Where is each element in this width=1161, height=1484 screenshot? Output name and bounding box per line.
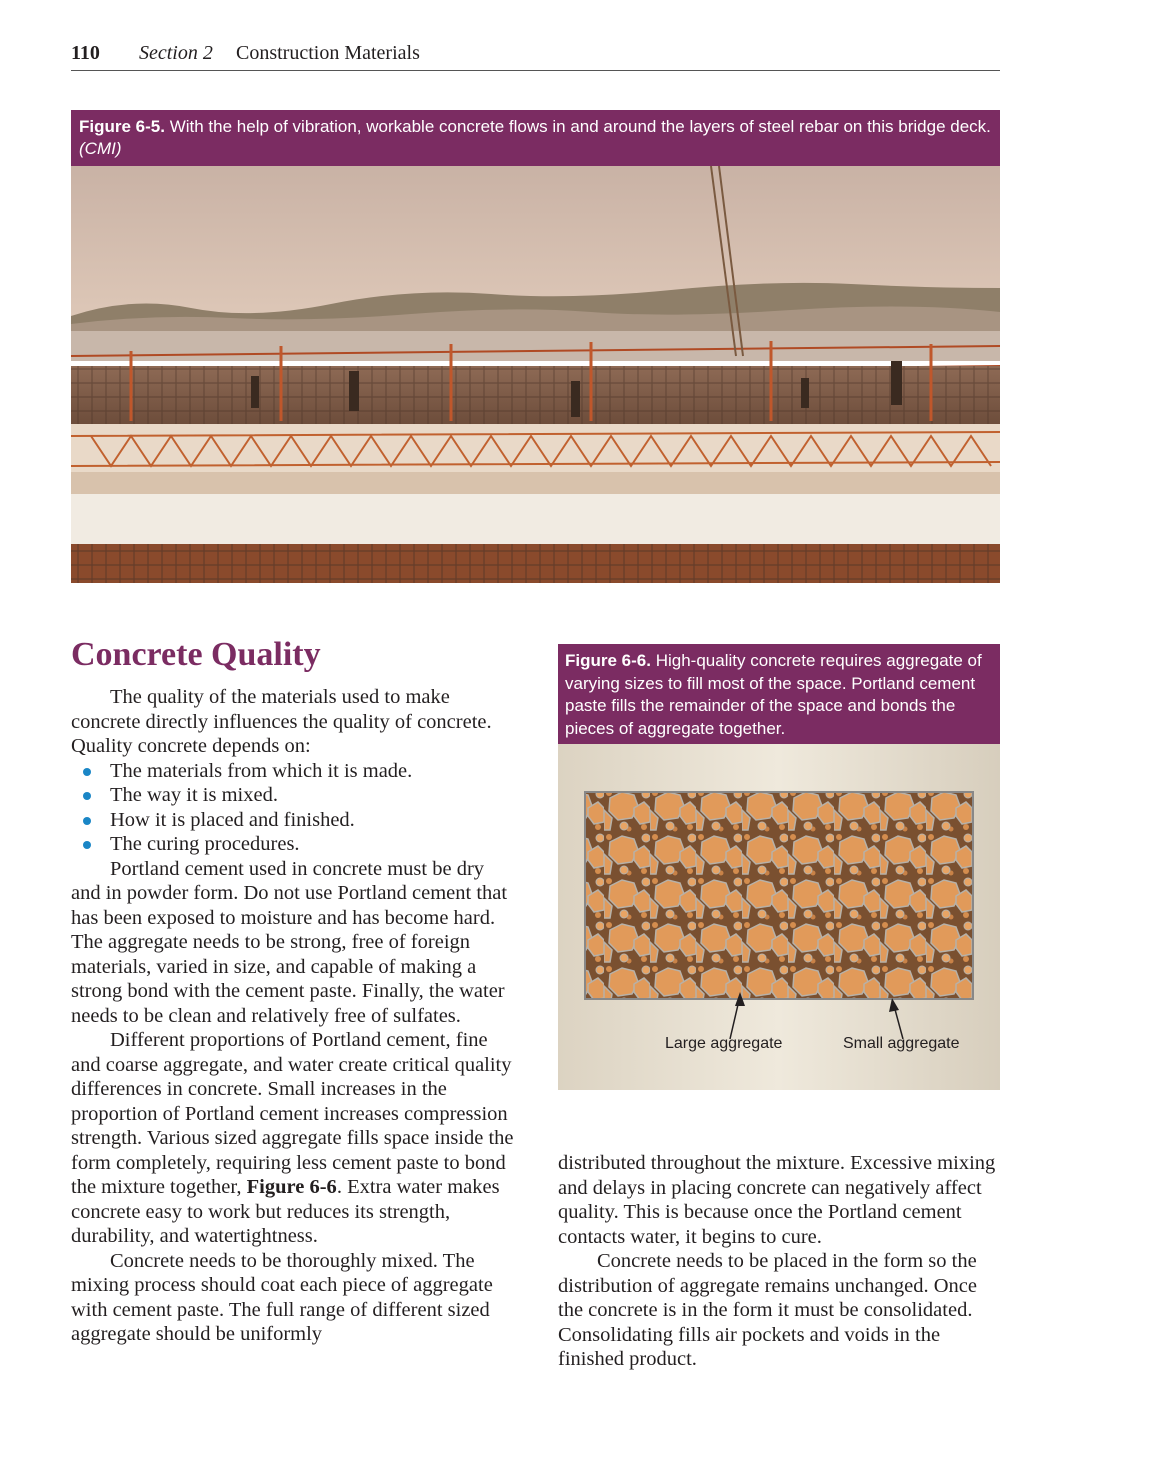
quality-factors-list — [71, 759, 516, 857]
bullet-icon — [83, 841, 91, 849]
figure-6-6-text: High-quality concrete requires aggregate of varying sizes to fill most of the space. Portland cement paste fills the remainder of the space and bonds the pieces of aggregate together. — [565, 651, 982, 738]
paragraph-cement: Portland cement used in concrete must be dry and in powder form. Do not use Portland cement that has been exposed to moisture and has become hard. The aggregate needs to be strong, free of foreign materials, varied in size, and capable of making a strong bond with the cement paste. Finally, the water needs to be clean and relatively free of sulfates. — [71, 857, 508, 1027]
figure-6-6-caption — [558, 644, 1000, 744]
bullet-icon — [83, 792, 91, 800]
list-item: The way it is mixed. — [71, 783, 516, 808]
aggregate-figure — [558, 744, 1000, 1090]
running-header — [71, 40, 1000, 71]
page-number: 110 — [71, 42, 100, 64]
paragraph-mixing-continued: distributed throughout the mixture. Excessive mixing and delays in placing concrete can negatively affect quality. This is because once the Portland cement contacts water, it begins to cure. — [558, 1152, 996, 1248]
list-item: The curing procedures. — [71, 832, 516, 857]
paragraph-proportions: Different proportions of Portland cement, fine and coarse aggregate, and water create critical quality differences in concrete. Small increases in the proportion of Portland cement increases compression strength. Various sized aggregate fills space inside the form completely, requiring less cement paste to bond the mixture together, Figure 6-6. Extra water makes concrete easy to work but reduces its strength, durability, and watertightness. — [71, 1029, 514, 1247]
figure-6-5-caption — [71, 110, 1000, 166]
list-item: The materials from which it is made. — [71, 759, 516, 784]
list-item: How it is placed and finished. — [71, 808, 516, 833]
bullet-icon — [83, 817, 91, 825]
figure-6-5-credit: (CMI) — [79, 139, 122, 158]
paragraph-mixing: Concrete needs to be thoroughly mixed. The mixing process should coat each piece of aggregate with cement paste. The full range of different sized aggregate should be uniformly — [71, 1249, 493, 1345]
section-label: Section 2 — [139, 42, 213, 64]
left-column — [71, 685, 516, 1347]
section-title: Construction Materials — [236, 42, 420, 64]
small-aggregate-label: Small aggregate — [843, 1035, 960, 1052]
figure-reference: Figure 6-6 — [246, 1176, 337, 1198]
large-aggregate-label: Large aggregate — [665, 1035, 783, 1052]
figure-6-6-label: Figure 6-6. — [565, 651, 651, 670]
paragraph-placement: Concrete needs to be placed in the form so the distribution of aggregate remains unchanged. Once the concrete is in the form it must be consolidated. Consolidating fills air pockets and voids in the finished product. — [558, 1250, 977, 1370]
figure-6-5-text: With the help of vibration, workable concrete flows in and around the layers of steel rebar on this bridge deck. — [169, 117, 991, 136]
bridge-deck-photo — [71, 166, 1000, 583]
section-heading: Concrete Quality — [71, 636, 321, 673]
figure-6-5-label: Figure 6-5. — [79, 117, 165, 136]
bullet-icon — [83, 768, 91, 776]
intro-paragraph: The quality of the materials used to make concrete directly influences the quality of concrete. Quality concrete depends on: — [71, 686, 492, 757]
right-column — [558, 1151, 1000, 1372]
